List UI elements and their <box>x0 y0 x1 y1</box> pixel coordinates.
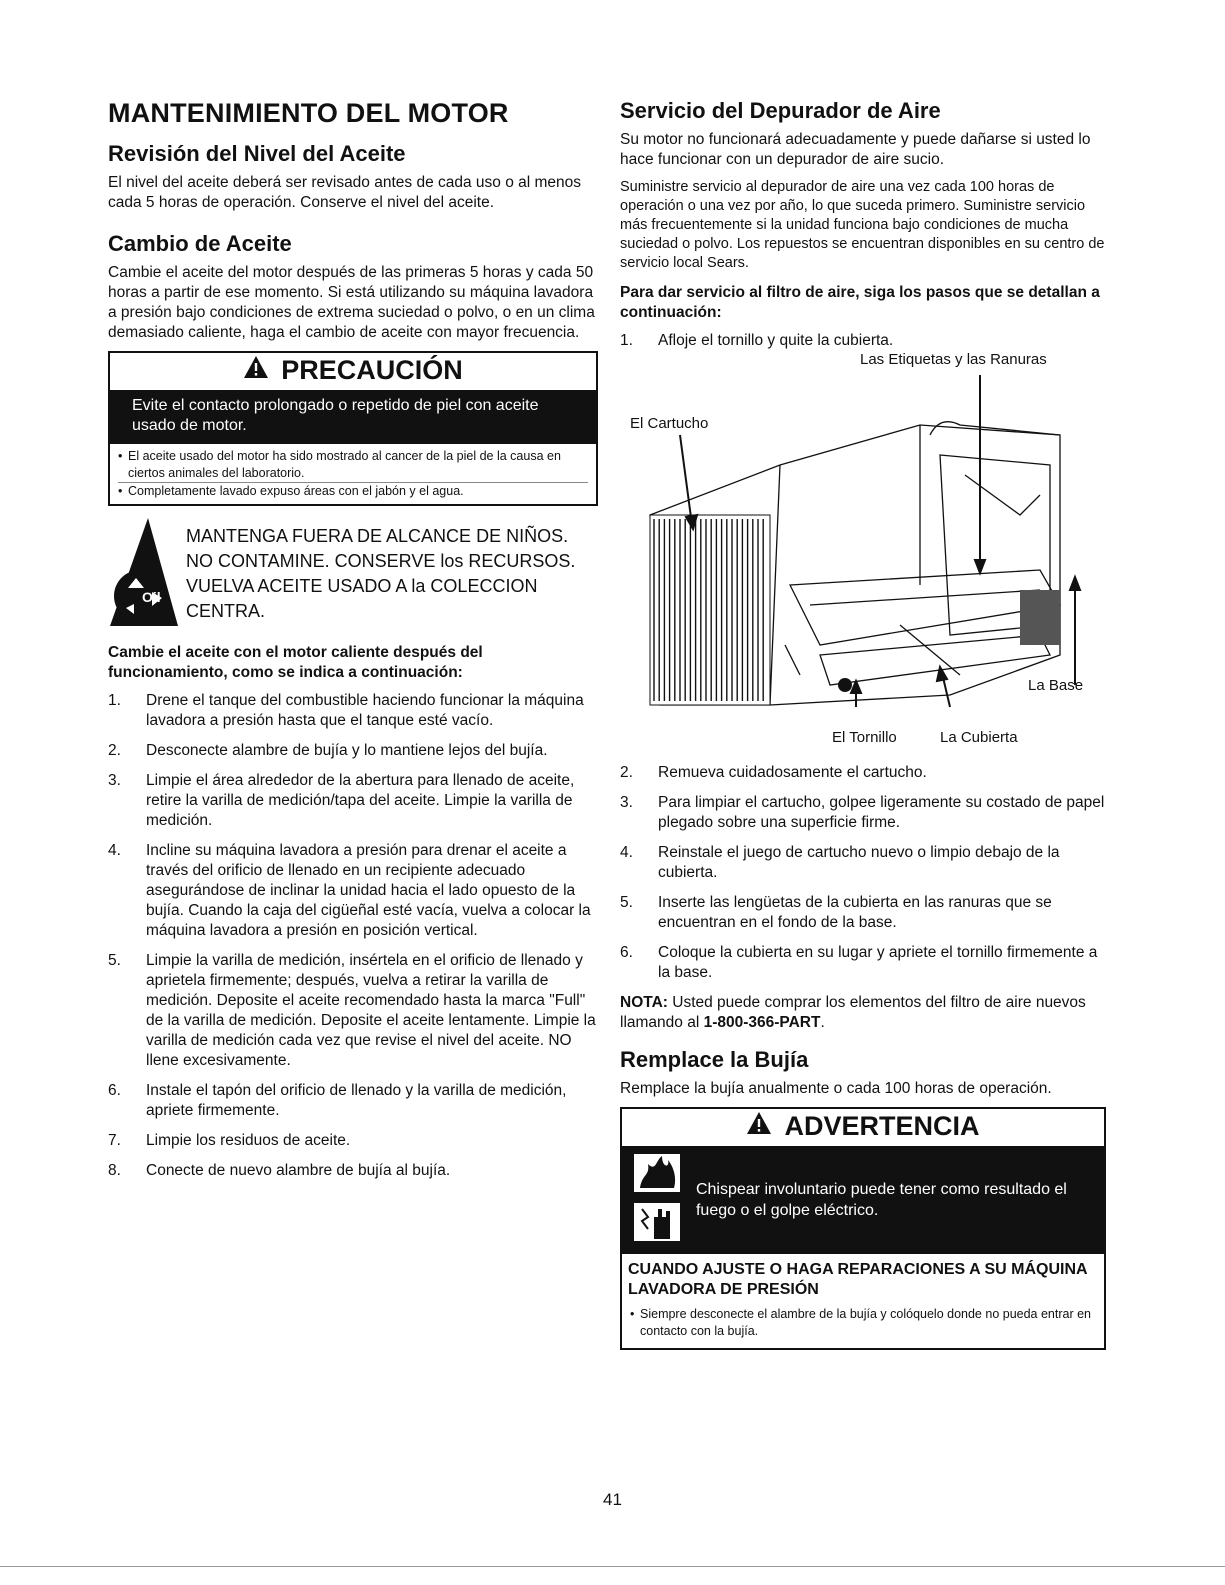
list-item: 4. Incline su máquina lavadora a presión para drenar el aceite a través del orificio de llenado en un recipiente adecuado asegurándose de inclinar la unidad hacia el lado opuesto de la bujía. Cuando la caja del cigüeñal esté vacía, vuelva a colocar la máquina lavadora a presión en posición vertical. <box>108 842 591 939</box>
list-item: 5. Inserte las lengüetas de la cubierta en las ranuras que se encuentran en el fondo de la base. <box>620 894 1052 931</box>
oil-change-text: Cambie el aceite del motor después de las primeras 5 horas y cada 50 horas a partir de ese momento. Si está utilizando su máquina lavadora a presión bajo condiciones de extrema suciedad o polvo, o en un clima demasiado caliente, haga el cambio de aceite con mayor frecuencia. <box>108 264 595 341</box>
list-item: 2. Remueva cuidadosamente el cartucho. <box>620 764 927 781</box>
svg-text:Oil: Oil <box>142 589 161 605</box>
right-column <box>620 98 1106 1360</box>
oil-check-text: El nivel del aceite deberá ser revisado antes de cada uso o al menos cada 5 horas de operación. Conserve el nivel del aceite. <box>108 174 582 211</box>
air-steps <box>620 763 1106 983</box>
warning-band-text: Chispear involuntario puede tener como resultado el fuego o el golpe eléctrico. <box>695 1181 1067 1219</box>
air-steps-intro: Para dar servicio al filtro de aire, siga los pasos que se detallan a continuación: <box>620 284 1100 321</box>
page-title: MANTENIMIENTO DEL MOTOR <box>108 98 509 128</box>
oil-steps-intro: Cambie el aceite con el motor caliente después del funcionamiento, como se indica a continuación: <box>108 644 483 681</box>
electric-shock-icon <box>634 1203 680 1246</box>
air-cleaner-diagram <box>620 351 1106 746</box>
list-item: 1. Afloje el tornillo y quite la cubierta. <box>620 332 894 349</box>
list-item: 6. Coloque la cubierta en su lugar y apriete el tornillo firmemente a la base. <box>620 944 1098 981</box>
list-item: 7. Limpie los residuos de aceite. <box>108 1132 351 1149</box>
page-edge-divider <box>0 1566 1225 1567</box>
oil-check-heading: Revisión del Nivel del Aceite <box>108 141 406 166</box>
page-number: 41 <box>603 1490 622 1509</box>
caution-bullet: • Completamente lavado expuso áreas con el jabón y el agua. <box>118 482 588 500</box>
caution-band: Evite el contacto prolongado o repetido de piel con aceite usado de motor. <box>110 390 596 444</box>
recycle-text: MANTENGA FUERA DE ALCANCE DE NIÑOS. NO CONTAMINE. CONSERVE los RECURSOS. VUELVA ACEITE USADO A la COLECCION CENTRA. <box>186 526 576 621</box>
caution-box <box>108 351 598 506</box>
warning-box <box>620 1107 1106 1350</box>
warning-bullets <box>622 1302 1104 1348</box>
fire-icon <box>634 1154 680 1197</box>
list-item: 8. Conecte de nuevo alambre de bujía al bujía. <box>108 1162 451 1179</box>
list-item: 2. Desconecte alambre de bujía y lo mantiene lejos del bujía. <box>108 742 548 759</box>
warning-triangle-icon <box>243 355 269 386</box>
spark-plug-text: Remplace la bujía anualmente o cada 100 horas de operación. <box>620 1080 1052 1097</box>
label-cartridge: El Cartucho <box>630 415 709 432</box>
caution-bullet: • El aceite usado del motor ha sido mostrado al cancer de la piel de la causa en ciertos animales del laboratorio. <box>118 448 588 482</box>
air-note: NOTA: Usted puede comprar los elementos del filtro de aire nuevos llamando al 1-800-366-PART. <box>620 994 1086 1031</box>
oil-recycle-icon <box>108 516 180 633</box>
warning-subhead: CUANDO AJUSTE O HAGA REPARACIONES A SU MÁQUINA LAVADORA DE PRESIÓN <box>628 1261 1087 1298</box>
warning-bullet: • Siempre desconecte el alambre de la bujía y colóquelo donde no pueda entrar en contacto con la bujía. <box>630 1306 1096 1340</box>
list-item: 5. Limpie la varilla de medición, insértela en el orificio de llenado y aprietela firmemente; después, vuelva a retirar la varilla de medición. Deposite el aceite recomendado hasta la marca "Full" de la varilla de medición. Deposite el aceite lentamente. Limpie la varilla de medición cada vez que revise el nivel del aceite. NO llene excesivamente. <box>108 952 596 1069</box>
air-step-1 <box>620 331 1106 351</box>
warning-triangle-icon <box>746 1111 772 1142</box>
label-screw: El Tornillo <box>832 729 897 746</box>
warning-band <box>622 1146 1104 1254</box>
air-cleaner-text-2: Suministre servicio al depurador de aire una vez cada 100 horas de operación o una vez por año, lo que suceda primero. Suministre servicio más frecuentemente si la unidad funciona bajo condiciones de mucha suciedad o polvo. Los repuestos se encuentran disponibles en su centro de servicio local Sears. <box>620 179 1105 271</box>
list-item: 4. Reinstale el juego de cartucho nuevo o limpio debajo de la cubierta. <box>620 844 1060 881</box>
air-cleaner-heading: Servicio del Depurador de Aire <box>620 98 941 123</box>
recycle-notice <box>108 516 598 633</box>
list-item: 1. Drene el tanque del combustible haciendo funcionar la máquina lavadora a presión hasta que el tanque esté vacío. <box>108 692 584 729</box>
label-base: La Base <box>1028 677 1084 694</box>
caution-header <box>110 353 596 390</box>
label-cover: La Cubierta <box>940 729 1018 746</box>
oil-change-heading: Cambio de Aceite <box>108 231 292 256</box>
label-tabs-slots: Las Etiquetas y las Ranuras <box>860 351 1047 368</box>
left-column <box>108 98 598 1191</box>
list-item: 3. Para limpiar el cartucho, golpee ligeramente su costado de papel plegado sobre una superficie firme. <box>620 794 1105 831</box>
warning-title: ADVERTENCIA <box>784 1111 980 1141</box>
spark-plug-heading: Remplace la Bujía <box>620 1047 809 1072</box>
oil-change-steps <box>108 691 598 1181</box>
list-item: 6. Instale el tapón del orificio de llenado y la varilla de medición, apriete firmemente. <box>108 1082 567 1119</box>
list-item: 3. Limpie el área alrededor de la abertura para llenado de aceite, retire la varilla de medición/tapa del aceite. Limpie la varilla de medición. <box>108 772 575 829</box>
air-cleaner-text-1: Su motor no funcionará adecuadamente y puede dañarse si usted lo hace funcionar con un depurador de aire sucio. <box>620 131 1091 168</box>
caution-title: PRECAUCIÓN <box>281 355 463 385</box>
caution-bullets <box>110 444 596 504</box>
warning-header <box>622 1109 1104 1146</box>
